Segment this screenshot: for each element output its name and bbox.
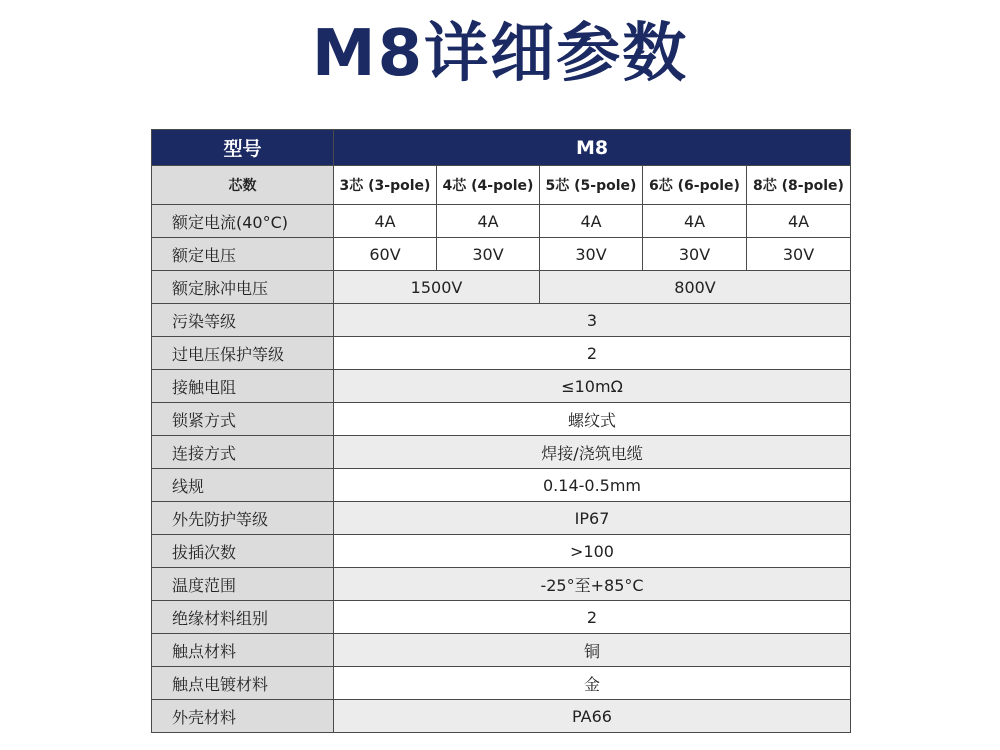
- page-title: M8详细参数: [311, 17, 689, 91]
- table-row: [152, 502, 851, 535]
- value-cell: 4A: [747, 205, 851, 238]
- row-label: 绝缘材料组别: [152, 601, 334, 634]
- core-count-cell: 6芯 (6-pole): [643, 166, 747, 205]
- value-cell: 4A: [437, 205, 540, 238]
- value-cell: PA66: [334, 700, 851, 733]
- table-row: [152, 535, 851, 568]
- value-cell: 60V: [334, 238, 437, 271]
- row-label: 外先防护等级: [152, 502, 334, 535]
- table-row: [152, 337, 851, 370]
- core-count-cell: 5芯 (5-pole): [540, 166, 643, 205]
- row-label: 拔插次数: [152, 535, 334, 568]
- value-cell: ≤10mΩ: [334, 370, 851, 403]
- value-cell: 1500V: [334, 271, 540, 304]
- value-cell: 4A: [643, 205, 747, 238]
- table-row: [152, 238, 851, 271]
- value-cell: 2: [334, 601, 851, 634]
- table-row: [152, 700, 851, 733]
- row-label: 额定电流(40°C): [152, 205, 334, 238]
- value-cell: 焊接/浇筑电缆: [334, 436, 851, 469]
- table-row: [152, 304, 851, 337]
- table-row: [152, 667, 851, 700]
- table-row: [152, 370, 851, 403]
- table-row: [152, 568, 851, 601]
- table-row: [152, 205, 851, 238]
- value-cell: -25°至+85°C: [334, 568, 851, 601]
- value-cell: 螺纹式: [334, 403, 851, 436]
- row-label: 连接方式: [152, 436, 334, 469]
- model-value: M8: [334, 130, 851, 166]
- value-cell: 4A: [334, 205, 437, 238]
- table-row: [152, 403, 851, 436]
- value-cell: 30V: [540, 238, 643, 271]
- row-label: 芯数: [152, 166, 334, 205]
- core-count-cell: 3芯 (3-pole): [334, 166, 437, 205]
- value-cell: 3: [334, 304, 851, 337]
- core-count-cell: 4芯 (4-pole): [437, 166, 540, 205]
- model-label: 型号: [152, 130, 334, 166]
- value-cell: 2: [334, 337, 851, 370]
- row-label: 额定脉冲电压: [152, 271, 334, 304]
- table-row: [152, 436, 851, 469]
- table-row: [152, 271, 851, 304]
- row-label: 污染等级: [152, 304, 334, 337]
- row-label: 接触电阻: [152, 370, 334, 403]
- value-cell: IP67: [334, 502, 851, 535]
- row-label: 温度范围: [152, 568, 334, 601]
- value-cell: 0.14-0.5mm: [334, 469, 851, 502]
- table-row: [152, 634, 851, 667]
- row-label: 锁紧方式: [152, 403, 334, 436]
- row-label: 外壳材料: [152, 700, 334, 733]
- table-row: [152, 601, 851, 634]
- table-row: [152, 166, 851, 205]
- value-cell: 30V: [437, 238, 540, 271]
- value-cell: 金: [334, 667, 851, 700]
- value-cell: >100: [334, 535, 851, 568]
- table-header-row: [152, 130, 851, 166]
- spec-table: [151, 129, 851, 733]
- row-label: 触点材料: [152, 634, 334, 667]
- value-cell: 30V: [747, 238, 851, 271]
- value-cell: 4A: [540, 205, 643, 238]
- core-count-cell: 8芯 (8-pole): [747, 166, 851, 205]
- table-row: [152, 469, 851, 502]
- value-cell: 800V: [540, 271, 851, 304]
- row-label: 线规: [152, 469, 334, 502]
- row-label: 过电压保护等级: [152, 337, 334, 370]
- value-cell: 30V: [643, 238, 747, 271]
- row-label: 触点电镀材料: [152, 667, 334, 700]
- row-label: 额定电压: [152, 238, 334, 271]
- value-cell: 铜: [334, 634, 851, 667]
